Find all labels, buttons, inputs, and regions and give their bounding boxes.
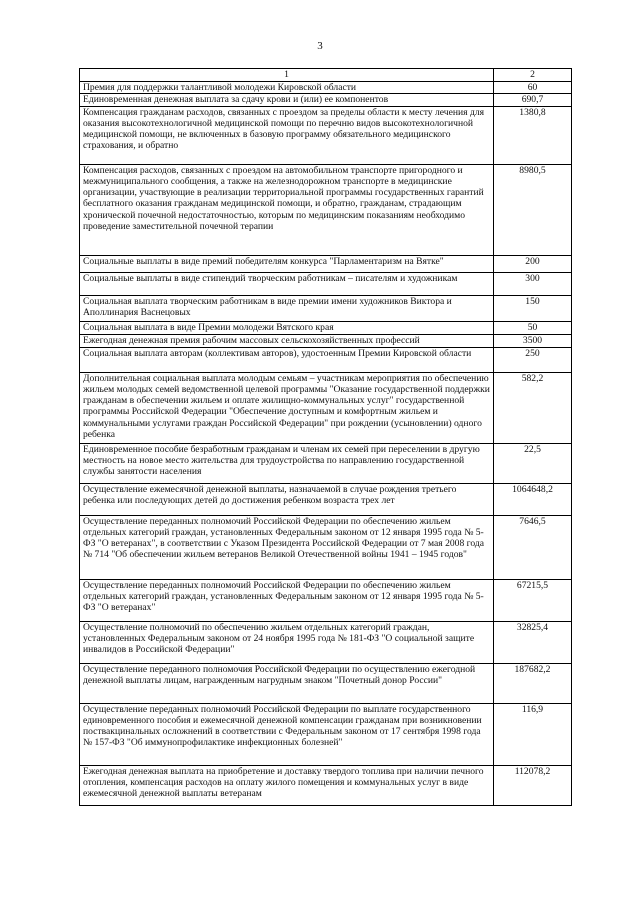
row-description: Дополнительная социальная выплата молодым семьям – участникам мероприятия по обеспечению жильем молодых семей ведомственной целевой программы "Оказание государственной поддержки гражданам в обеспечении жильем и оплате жилищно-коммунальных услуг" государственной программы Российской Федерации "Обеспечение доступным и комфортным жильем и коммунальными услугами граждан Российской Федерации" при рождении (усыновлении) одного ребенка bbox=[80, 372, 494, 443]
row-value: 112078,2 bbox=[494, 765, 572, 805]
row-description: Осуществление переданного полномочия Российской Федерации по осуществлению ежегодной денежной выплаты лицам, награжденным нагрудным знаком "Почетный донор России" bbox=[80, 663, 494, 703]
row-description: Осуществление ежемесячной денежной выплаты, назначаемой в случае рождения третьего ребенка или последующих детей до достижения ребенком возраста трех лет bbox=[80, 483, 494, 515]
table-row bbox=[80, 621, 572, 663]
row-description: Социальные выплаты в виде премий победителям конкурса "Парламентаризм на Вятке" bbox=[80, 255, 494, 272]
row-value: 200 bbox=[494, 255, 572, 272]
table-row bbox=[80, 347, 572, 372]
row-description: Единовременная денежная выплата за сдачу крови и (или) ее компонентов bbox=[80, 94, 494, 106]
table-row bbox=[80, 164, 572, 255]
row-value: 1380,8 bbox=[494, 106, 572, 164]
row-description: Премия для поддержки талантливой молодежи Кировской области bbox=[80, 82, 494, 94]
row-value: 8980,5 bbox=[494, 164, 572, 255]
row-value: 582,2 bbox=[494, 372, 572, 443]
row-description: Компенсация гражданам расходов, связанных с проездом за пределы области к месту лечения для оказания высокотехнологичной медицинской помощи по перечню видов высокотехнологичной медицинской помощи, не включенных в базовую программу обязательного медицинского страхования, и обратно bbox=[80, 106, 494, 164]
row-description: Осуществление полномочий по обеспечению жильем отдельных категорий граждан, установленных Федеральным законом от 24 ноября 1995 года № 181-ФЗ "О социальной защите инвалидов в Российской Федерации" bbox=[80, 621, 494, 663]
table-row bbox=[80, 255, 572, 272]
table-header-row bbox=[80, 69, 572, 82]
row-value: 187682,2 bbox=[494, 663, 572, 703]
table-row bbox=[80, 663, 572, 703]
row-value: 116,9 bbox=[494, 703, 572, 765]
table-row bbox=[80, 443, 572, 483]
table-row bbox=[80, 703, 572, 765]
row-value: 300 bbox=[494, 272, 572, 295]
row-description: Осуществление переданных полномочий Российской Федерации по обеспечению жильем отдельных категорий граждан, установленных Федеральным законом от 12 января 1995 года № 5-ФЗ "О ветеранах", в соответствии с Указом Президента Российской Федерации от 7 мая 2008 года № 714 "Об обеспечении жильем ветеранов Великой Отечественной войны 1941 – 1945 годов" bbox=[80, 515, 494, 579]
row-value: 32825,4 bbox=[494, 621, 572, 663]
table-row bbox=[80, 334, 572, 347]
row-description: Единовременное пособие безработным гражданам и членам их семей при переселении в другую местность на новое место жительства для трудоустройства по направлению государственной службы занятости населения bbox=[80, 443, 494, 483]
row-value: 67215,5 bbox=[494, 579, 572, 621]
row-value: 50 bbox=[494, 321, 572, 334]
row-value: 1064648,2 bbox=[494, 483, 572, 515]
table-row bbox=[80, 94, 572, 106]
row-value: 150 bbox=[494, 295, 572, 321]
table-row bbox=[80, 579, 572, 621]
row-value: 7646,5 bbox=[494, 515, 572, 579]
row-value: 690,7 bbox=[494, 94, 572, 106]
row-value: 60 bbox=[494, 82, 572, 94]
header-col-2: 2 bbox=[494, 69, 572, 82]
page-number: 3 bbox=[317, 40, 323, 52]
table-row bbox=[80, 372, 572, 443]
table-row bbox=[80, 483, 572, 515]
row-value: 250 bbox=[494, 347, 572, 372]
table-row bbox=[80, 321, 572, 334]
budget-table bbox=[79, 68, 572, 806]
header-col-1: 1 bbox=[80, 69, 494, 82]
table-row bbox=[80, 515, 572, 579]
row-description: Социальная выплата авторам (коллективам авторов), удостоенным Премии Кировской области bbox=[80, 347, 494, 372]
table-row bbox=[80, 82, 572, 94]
table-row bbox=[80, 765, 572, 805]
row-value: 22,5 bbox=[494, 443, 572, 483]
row-description: Компенсация расходов, связанных с проездом на автомобильном транспорте пригородного и межмуниципального сообщения, а также на железнодорожном транспорте в медицинские организации, участвующие в реализации территориальной программы государственных гарантий бесплатного оказания гражданам медицинской помощи, и обратно, гражданам, страдающим хронической почечной недостаточностью, которым по медицинским показаниям необходимо проведение заместительной почечной терапии bbox=[80, 164, 494, 255]
row-description: Осуществление переданных полномочий Российской Федерации по обеспечению жильем отдельных категорий граждан, установленных Федеральным законом от 12 января 1995 года № 5-ФЗ "О ветеранах" bbox=[80, 579, 494, 621]
row-description: Социальные выплаты в виде стипендий творческим работникам – писателям и художникам bbox=[80, 272, 494, 295]
row-value: 3500 bbox=[494, 334, 572, 347]
table-row bbox=[80, 272, 572, 295]
row-description: Социальная выплата творческим работникам в виде премии имени художников Виктора и Аполлинария Васнецовых bbox=[80, 295, 494, 321]
table-row bbox=[80, 106, 572, 164]
row-description: Ежегодная денежная выплата на приобретение и доставку твердого топлива при наличии печного отопления, компенсация расходов на оплату жилого помещения и коммунальных услуг в виде ежемесячной денежной выплаты ветеранам bbox=[80, 765, 494, 805]
row-description: Осуществление переданных полномочий Российской Федерации по выплате государственного единовременного пособия и ежемесячной денежной компенсации гражданам при возникновении поствакцинальных осложнений в соответствии с Федеральным законом от 17 сентября 1998 года № 157-ФЗ "Об иммунопрофилактике инфекционных болезней" bbox=[80, 703, 494, 765]
table-row bbox=[80, 295, 572, 321]
row-description: Социальная выплата в виде Премии молодежи Вятского края bbox=[80, 321, 494, 334]
row-description: Ежегодная денежная премия рабочим массовых сельскохозяйственных профессий bbox=[80, 334, 494, 347]
